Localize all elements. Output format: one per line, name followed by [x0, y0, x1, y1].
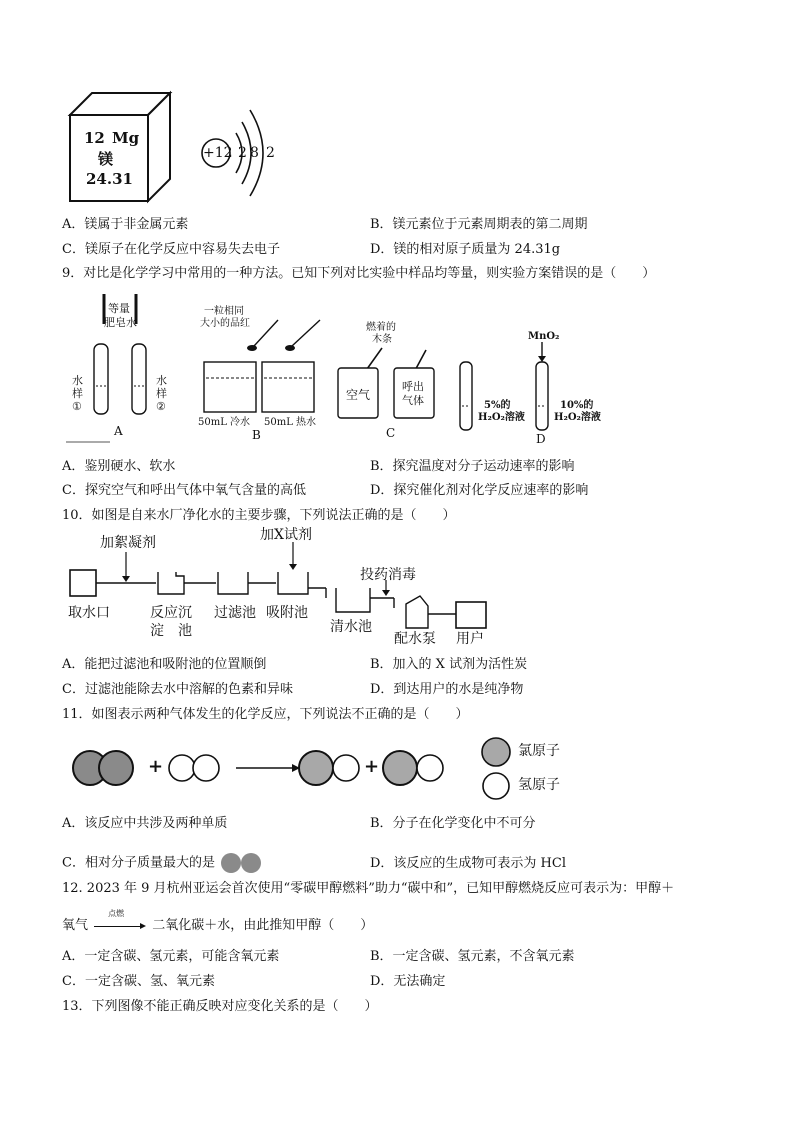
legend-hydrogen: 氢原子	[518, 777, 560, 793]
shell-3-electrons: 2	[266, 145, 275, 161]
exhaled-label-2: 气体	[402, 394, 424, 407]
filter-label: 过滤池	[214, 605, 256, 621]
reaction-diagram	[70, 736, 570, 802]
reaction-condition: 点燃	[108, 909, 125, 918]
q9-figure-d	[456, 328, 616, 444]
shell-1-electrons: 2	[238, 145, 247, 161]
q8-option-d[interactable]: D．镁的相对原子质量为 24.31g	[370, 242, 561, 257]
q10-option-b[interactable]: B．加入的 X 试剂为活性炭	[370, 657, 528, 672]
q12-option-c[interactable]: C．一定含碳、氢、氧元素	[62, 974, 215, 989]
q9-stem: 9．对比是化学学习中常用的一种方法。已知下列对比实验中样品均等量，则实验方案错误的是（ ）	[62, 266, 656, 281]
q10-stem: 10．如图是自来水厂净化水的主要步骤，下列说法正确的是（ ）	[62, 508, 456, 523]
q11-stem: 11．如图表示两种气体发生的化学反应，下列说法不正确的是（ ）	[62, 707, 469, 722]
figure-letter-d: D	[536, 432, 546, 446]
stick-label-2: 木条	[372, 334, 392, 345]
pigment-note-2: 大小的品红	[200, 318, 250, 329]
atomic-structure-figure	[198, 100, 288, 210]
cold-water-label: 50mL 冷水	[198, 417, 251, 428]
intake-label: 取水口	[68, 605, 110, 621]
q11-option-c-text: C．相对分子质量最大的是	[62, 855, 215, 871]
drop-label-2: 肥皂水	[104, 316, 137, 329]
low-conc-label-1: 5%的	[484, 400, 511, 411]
q9-option-b[interactable]: B．探究温度对分子运动速率的影响	[370, 459, 575, 474]
element-name: 镁	[98, 150, 114, 168]
q12-option-b[interactable]: B．一定含碳、氢元素，不含氧元素	[370, 949, 575, 964]
catalyst-label: MnO₂	[528, 331, 560, 342]
air-label: 空气	[346, 388, 371, 402]
disinfect-label: 投药消毒	[360, 567, 416, 583]
pump-label: 配水泵	[394, 631, 436, 647]
plus-sign-1: +	[148, 756, 164, 777]
legend-chlorine: 氯原子	[518, 743, 560, 759]
atomic-number: 12	[84, 129, 105, 147]
shell-2-electrons: 8	[250, 145, 259, 161]
element-cell-figure	[70, 93, 190, 205]
sample-2-a: 水	[156, 374, 167, 387]
low-conc-label-2: H₂O₂溶液	[478, 412, 525, 423]
coagulant-label: 加絮凝剂	[100, 535, 156, 551]
q12-reactant: 氧气	[62, 918, 89, 933]
molecule-models	[70, 736, 570, 802]
stick-label-1: 燃着的	[366, 322, 396, 333]
q11-option-b[interactable]: B．分子在化学变化中不可分	[370, 816, 536, 831]
q11-option-c[interactable]	[62, 852, 265, 874]
sample-1-c: ①	[72, 400, 82, 413]
sample-1-b: 样	[72, 387, 83, 400]
q10-option-d[interactable]: D．到达用户的水是纯净物	[370, 682, 524, 697]
figure-letter-c: C	[386, 426, 396, 440]
exhaled-label-1: 呼出	[402, 380, 424, 393]
q8-option-c[interactable]: C．镁原子在化学反应中容易失去电子	[62, 242, 280, 257]
atomic-mass: 24.31	[86, 170, 133, 188]
q11-option-d[interactable]: D．该反应的生成物可表示为 HCl	[370, 856, 566, 871]
nucleus-charge: +12	[203, 145, 233, 161]
q9-figure-b	[196, 300, 336, 440]
element-symbol: Mg	[112, 129, 140, 147]
q10-option-c[interactable]: C．过滤池能除去水中溶解的色素和异味	[62, 682, 293, 697]
water-treatment-flowchart	[64, 527, 504, 650]
sample-2-b: 样	[156, 387, 167, 400]
hot-water-label: 50mL 热水	[264, 417, 317, 428]
q12-option-a[interactable]: A．一定含碳、氢元素，可能含氧元素	[62, 949, 280, 964]
q12-option-d[interactable]: D．无法确定	[370, 974, 446, 989]
q12-stem-line2	[62, 909, 374, 935]
q9-figure-c	[336, 318, 446, 440]
figure-letter-a: A	[114, 424, 123, 438]
adsorb-label: 吸附池	[266, 605, 308, 621]
q9-option-d[interactable]: D．探究催化剂对化学反应速率的影响	[370, 483, 589, 498]
element-cell-box	[70, 93, 190, 205]
q10-option-a[interactable]: A．能把过滤池和吸附池的位置顺倒	[62, 657, 267, 672]
reaction-arrow	[92, 909, 148, 935]
high-conc-label-1: 10%的	[560, 400, 594, 411]
pigment-note-1: 一粒相同	[204, 306, 244, 317]
high-conc-label-2: H₂O₂溶液	[554, 412, 601, 423]
settle-label-2: 淀 池	[150, 623, 192, 639]
q9-figure-a	[66, 294, 186, 444]
sample-1-a: 水	[72, 374, 83, 387]
q12-stem-line1: 12. 2023 年 9 月杭州亚运会首次使用“零碳甲醇燃料”助力“碳中和”，已知甲醇燃烧反应可表示为：甲醇＋	[62, 881, 675, 896]
plus-sign-2: +	[364, 756, 380, 777]
q8-option-b[interactable]: B．镁元素位于元素周期表的第二周期	[370, 217, 588, 232]
chlorine-molecule-icon	[219, 852, 265, 874]
q11-option-a[interactable]: A．该反应中共涉及两种单质	[62, 816, 228, 831]
clear-tank-label: 清水池	[330, 619, 372, 635]
x-reagent-label: 加X试剂	[260, 527, 312, 543]
sample-2-c: ②	[156, 400, 166, 413]
q9-option-a[interactable]: A．鉴别硬水、软水	[62, 459, 176, 474]
q9-option-c[interactable]: C．探究空气和呼出气体中氧气含量的高低	[62, 483, 306, 498]
figure-letter-b: B	[252, 428, 261, 442]
drop-label-1: 等量	[108, 302, 130, 315]
q8-option-a[interactable]: A．镁属于非金属元素	[62, 217, 189, 232]
settle-label-1: 反应沉	[150, 605, 192, 621]
q13-stem: 13．下列图像不能正确反映对应变化关系的是（ ）	[62, 999, 378, 1014]
q12-products: 二氧化碳＋水，由此推知甲醇（ ）	[152, 918, 374, 933]
user-label: 用户	[456, 631, 484, 647]
